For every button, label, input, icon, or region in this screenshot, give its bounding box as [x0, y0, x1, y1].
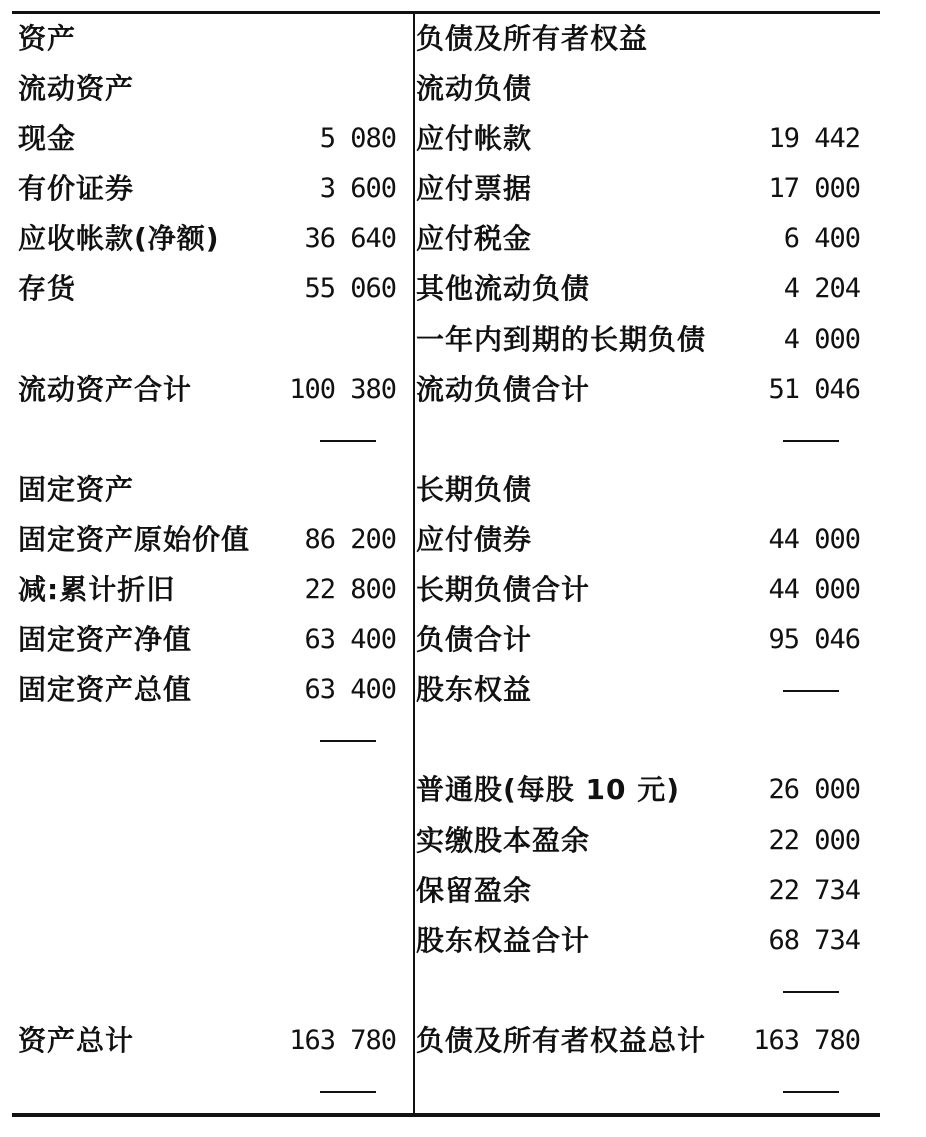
liability-label: 股东权益 — [416, 673, 533, 707]
total-liabilities-equity-value: 163 780 — [753, 1024, 860, 1056]
liability-value: 51 046 — [768, 373, 860, 405]
bottom-rule — [12, 1113, 880, 1117]
asset-label: 流动资产 — [18, 72, 135, 106]
asset-value: 36 640 — [304, 223, 396, 255]
liability-value: 22 734 — [768, 874, 860, 906]
table-row — [0, 1066, 926, 1116]
liability-label: 实缴股本盈余 — [416, 823, 591, 857]
table-row — [0, 164, 926, 214]
subtotal-rule — [783, 440, 839, 442]
liability-label: 一年内到期的长期负债 — [416, 322, 707, 356]
table-row — [0, 415, 926, 465]
liability-label: 流动负债合计 — [416, 372, 591, 406]
table-row — [0, 916, 926, 966]
total-rule — [783, 1091, 839, 1093]
liability-value: 95 046 — [768, 624, 860, 656]
liability-value: 26 000 — [768, 774, 860, 806]
liability-label: 保留盈余 — [416, 873, 533, 907]
asset-value: 55 060 — [304, 273, 396, 305]
asset-label: 减:累计折旧 — [18, 573, 176, 607]
asset-label: 固定资产 — [18, 472, 135, 506]
table-row — [0, 214, 926, 264]
table-row — [0, 315, 926, 365]
liability-label: 应付税金 — [416, 222, 533, 256]
asset-value: 86 200 — [304, 523, 396, 555]
liability-label: 应付票据 — [416, 172, 533, 206]
asset-value: 63 400 — [304, 674, 396, 706]
liability-value: 4 000 — [783, 323, 860, 355]
asset-value: 22 800 — [304, 574, 396, 606]
table-row — [0, 565, 926, 615]
asset-label: 固定资产原始价值 — [18, 522, 251, 556]
liability-value: 68 734 — [768, 924, 860, 956]
table-row — [0, 515, 926, 565]
subtotal-rule — [783, 690, 839, 692]
subtotal-rule — [783, 991, 839, 993]
asset-label: 应收帐款(净额) — [18, 222, 220, 256]
total-rule — [320, 1091, 376, 1093]
table-row — [0, 615, 926, 665]
table-row — [0, 365, 926, 415]
asset-value: 5 080 — [319, 123, 396, 155]
asset-label: 现金 — [18, 122, 77, 156]
liability-label: 长期负债 — [416, 472, 533, 506]
table-row — [0, 765, 926, 815]
liability-value: 6 400 — [783, 223, 860, 255]
liability-label: 普通股(每股 10 元) — [416, 773, 681, 807]
subtotal-rule — [320, 440, 376, 442]
table-row — [0, 816, 926, 866]
total-assets-value: 163 780 — [289, 1024, 396, 1056]
asset-value: 63 400 — [304, 624, 396, 656]
liability-label: 长期负债合计 — [416, 573, 591, 607]
table-row — [0, 14, 926, 64]
asset-value: 3 600 — [319, 173, 396, 205]
table-row — [0, 64, 926, 114]
table-row — [0, 715, 926, 765]
total-liabilities-equity-label: 负债及所有者权益总计 — [416, 1023, 707, 1057]
liability-label: 负债合计 — [416, 623, 533, 657]
asset-label: 资产 — [18, 22, 77, 55]
liability-label: 应付帐款 — [416, 122, 533, 156]
liability-value: 44 000 — [768, 523, 860, 555]
liability-label: 股东权益合计 — [416, 923, 591, 957]
asset-label: 存货 — [18, 272, 77, 306]
liability-label: 其他流动负债 — [416, 272, 591, 306]
liability-label: 流动负债 — [416, 72, 533, 106]
table-row — [0, 1016, 926, 1066]
asset-label: 有价证券 — [18, 172, 135, 206]
asset-label: 流动资产合计 — [18, 372, 193, 406]
asset-label: 固定资产净值 — [18, 623, 193, 657]
balance-sheet — [0, 14, 926, 1116]
liability-label: 负债及所有者权益 — [416, 22, 649, 55]
subtotal-rule — [320, 740, 376, 742]
asset-label: 固定资产总值 — [18, 673, 193, 707]
table-row — [0, 465, 926, 515]
liability-value: 4 204 — [783, 273, 860, 305]
liability-value: 19 442 — [768, 123, 860, 155]
table-row — [0, 264, 926, 314]
table-row — [0, 114, 926, 164]
table-row — [0, 866, 926, 916]
asset-value: 100 380 — [289, 373, 396, 405]
liability-value: 17 000 — [768, 173, 860, 205]
liability-label: 应付债券 — [416, 522, 533, 556]
table-row — [0, 966, 926, 1016]
table-row — [0, 665, 926, 715]
total-assets-label: 资产总计 — [18, 1023, 135, 1057]
liability-value: 22 000 — [768, 824, 860, 856]
liability-value: 44 000 — [768, 574, 860, 606]
